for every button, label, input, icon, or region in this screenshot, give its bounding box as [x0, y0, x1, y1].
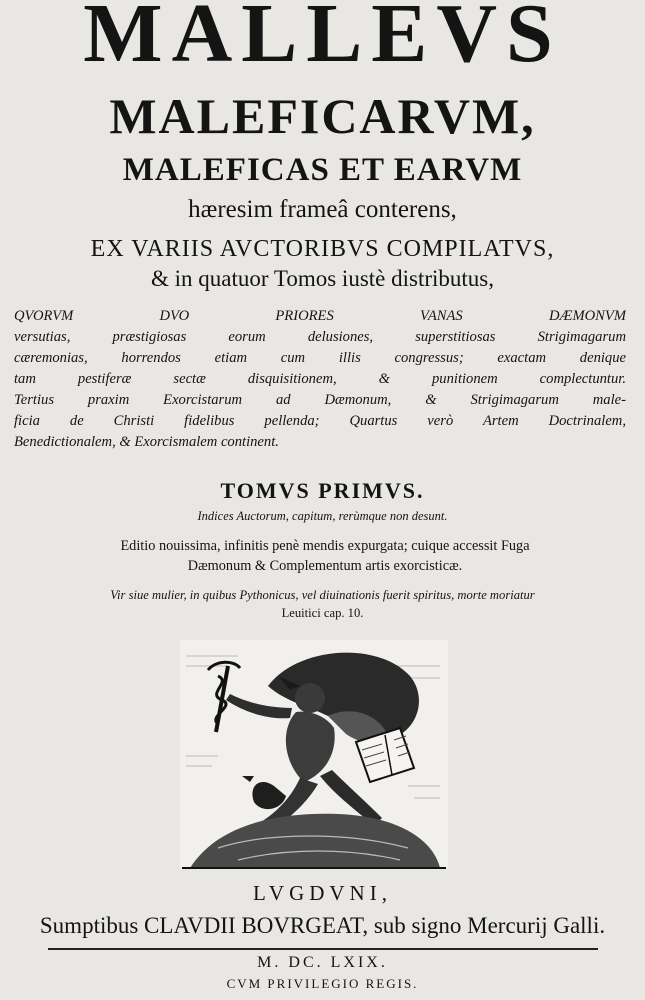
description-line: ficia de Christi fidelibus pellenda; Quartus verò Artem Doctrinalem,	[14, 413, 626, 429]
description-line: QVORVM DVO PRIORES VANAS DÆMONVM	[14, 308, 626, 324]
imprint-publisher: Sumptibus CLAVDII BOVRGEAT, sub signo Mercurij Galli.	[39, 913, 606, 938]
title-line-5: EX VARIIS AVCTORIBVS COMPILATVS,	[90, 236, 555, 262]
contents-description	[14, 306, 626, 453]
main-title: MALLEVS	[83, 0, 562, 80]
description-line: tam pestiferæ sectæ disquisitionem, & punitionem complectuntur.	[14, 371, 626, 387]
description-line: Tertius praxim Exorcistarum ad Dæmonum, & Strigimagarum male-	[14, 392, 626, 408]
royal-privilege: CVM PRIVILEGIO REGIS.	[226, 976, 419, 991]
epigraph-quote: Vir siue mulier, in quibus Pythonicus, vel diuinationis fuerit spiritus, morte moriatur	[110, 588, 535, 602]
title-line-4: hæresim frameâ conterens,	[188, 196, 457, 223]
description-line: cæremonias, horrendos etiam cum illis congressus; exactam denique	[14, 350, 626, 366]
volume-heading: TOMVS PRIMVS.	[220, 478, 425, 503]
epigraph-source: Leuitici cap. 10.	[281, 606, 364, 620]
imprint-year: M. DC. LXIX.	[257, 954, 388, 971]
divider-rule	[48, 948, 598, 950]
indices-note: Indices Auctorum, capitum, rerùmque non desunt.	[197, 509, 448, 523]
printer-mark-icon	[178, 636, 450, 874]
title-line-2: MALEFICARVM,	[109, 88, 536, 144]
description-line: Benedictionalem, & Exorcismalem continent.	[14, 434, 279, 450]
imprint-city: LVGDVNI,	[253, 881, 392, 905]
title-line-3: MALEFICAS ET EARVM	[122, 152, 523, 188]
edition-line: Editio nouissima, infinitis penè mendis expurgata; cuique accessit Fuga	[120, 538, 530, 554]
edition-line: Dæmonum & Complementum artis exorcisticæ.	[187, 558, 463, 574]
edition-note	[40, 536, 610, 576]
description-line: versutias, præstigiosas eorum delusiones, superstitiosas Strigimagarum	[14, 329, 626, 345]
title-line-6: & in quatuor Tomos iustè distributus,	[151, 266, 494, 291]
